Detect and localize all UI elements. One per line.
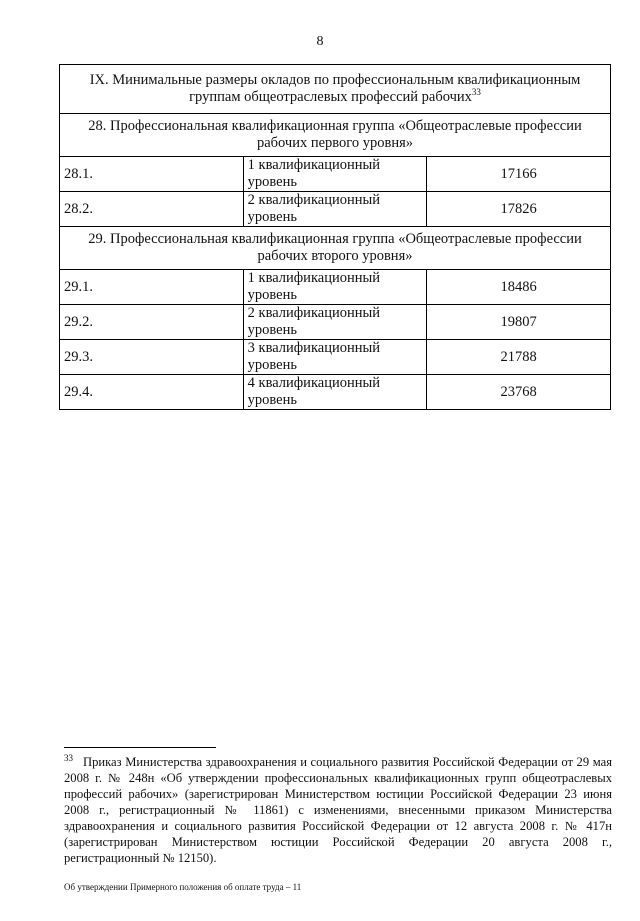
section-title-cell (60, 65, 611, 114)
table-row (60, 192, 611, 227)
row-number: 29.2. (60, 305, 244, 340)
qualification-level: 2 квалификационный уровень (243, 305, 427, 340)
group-header-row (60, 114, 611, 157)
table-row (60, 375, 611, 410)
qualification-level: 1 квалификационный уровень (243, 270, 427, 305)
group-title: 29. Профессиональная квалификационная группа «Общеотраслевые профессии рабочих второго уровня» (60, 227, 611, 270)
salary-amount: 23768 (427, 375, 611, 410)
table-row (60, 270, 611, 305)
page-footer: Об утверждении Примерного положения об оплате труда – 11 (64, 882, 302, 892)
row-number: 29.4. (60, 375, 244, 410)
salary-table (59, 64, 611, 410)
table-row (60, 305, 611, 340)
qualification-level: 3 квалификационный уровень (243, 340, 427, 375)
footnote-divider (64, 747, 216, 748)
table-row (60, 340, 611, 375)
page-number: 8 (316, 34, 324, 49)
qualification-level: 4 квалификационный уровень (243, 375, 427, 410)
row-number: 29.3. (60, 340, 244, 375)
qualification-level: 1 квалификационный уровень (243, 157, 427, 192)
salary-amount: 21788 (427, 340, 611, 375)
row-number: 29.1. (60, 270, 244, 305)
row-number: 28.1. (60, 157, 244, 192)
section-title: IX. Минимальные размеры окладов по профессиональным квалификационным группам общеотраслевых профессий рабочих (89, 72, 581, 105)
salary-amount: 19807 (427, 305, 611, 340)
row-number: 28.2. (60, 192, 244, 227)
salary-amount: 17166 (427, 157, 611, 192)
table-row (60, 157, 611, 192)
footnote-mark: 33 (64, 752, 73, 763)
salary-amount: 17826 (427, 192, 611, 227)
salary-amount: 18486 (427, 270, 611, 305)
footnote-text: Приказ Министерства здравоохранения и социального развития Российской Федерации от 29 мая 2008 г. № 248н «Об утверждении профессиональных квалификационных групп общеотраслевых профессий рабочих» (зарегистрирован Министерством юстиции Российской Федерации 23 июня 2008 г., регистрационный № 11861) с изменениями, внесенными приказом Министерства здравоохранения и социального развития Российской Федерации от 12 августа 2008 г. № 417н (зарегистрирован Министерством юстиции Российской Федерации 20 августа 2008 г., регистрационный № 12150). (64, 755, 612, 865)
group-title: 28. Профессиональная квалификационная группа «Общеотраслевые профессии рабочих первого уровня» (60, 114, 611, 157)
group-header-row (60, 227, 611, 270)
footnote (64, 754, 612, 866)
qualification-level: 2 квалификационный уровень (243, 192, 427, 227)
footnote-reference[interactable]: 33 (471, 87, 481, 98)
section-header-row (60, 65, 611, 114)
